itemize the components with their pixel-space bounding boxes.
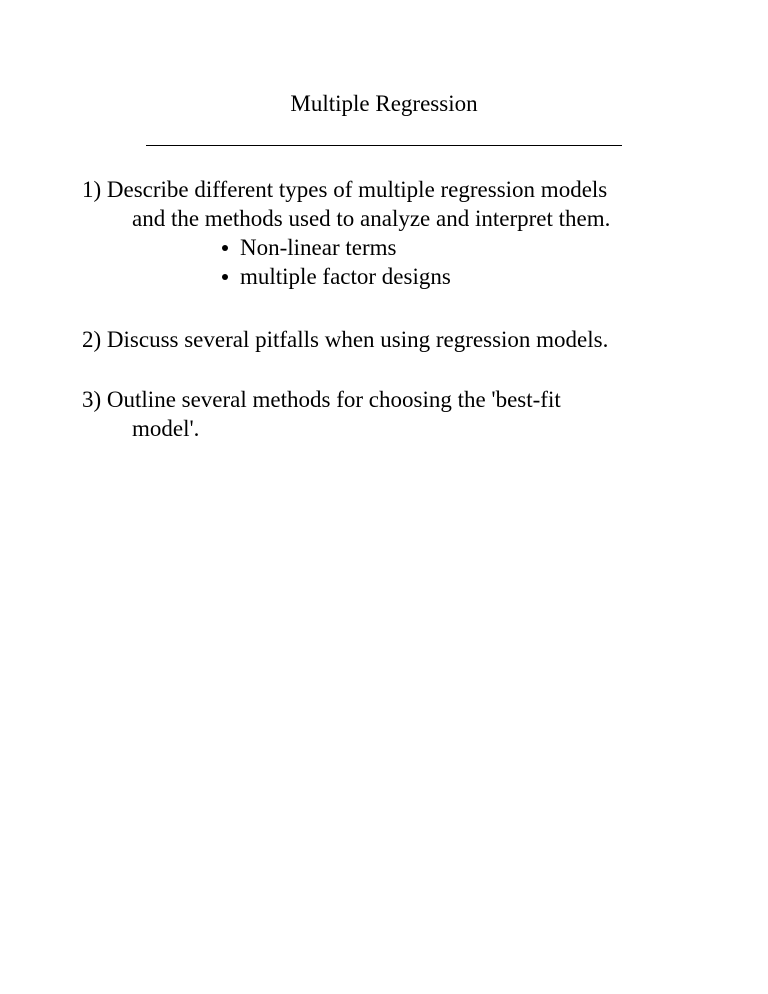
objective-item-1	[82, 175, 722, 233]
bullet-icon	[222, 245, 228, 251]
objective-2-line-1: 2) Discuss several pitfalls when using regression models.	[82, 327, 609, 352]
objective-item-3	[82, 385, 722, 443]
objective-1-bullet-list	[222, 233, 451, 291]
objective-1-line-2: and the methods used to analyze and interpret them.	[132, 206, 611, 231]
bullet-item	[222, 262, 451, 291]
objective-3-line-1: 3) Outline several methods for choosing the 'best-fit	[82, 387, 561, 412]
objective-3-line-2: model'.	[132, 416, 200, 441]
bullet-text: Non-linear terms	[240, 235, 397, 260]
objective-item-2	[82, 325, 722, 354]
bullet-text: multiple factor designs	[240, 264, 451, 289]
page-title: Multiple Regression	[290, 91, 478, 116]
bullet-item	[222, 233, 451, 262]
bullet-icon	[222, 274, 228, 280]
title-underline	[146, 145, 622, 146]
objective-1-line-1: 1) Describe different types of multiple regression models	[82, 177, 608, 202]
